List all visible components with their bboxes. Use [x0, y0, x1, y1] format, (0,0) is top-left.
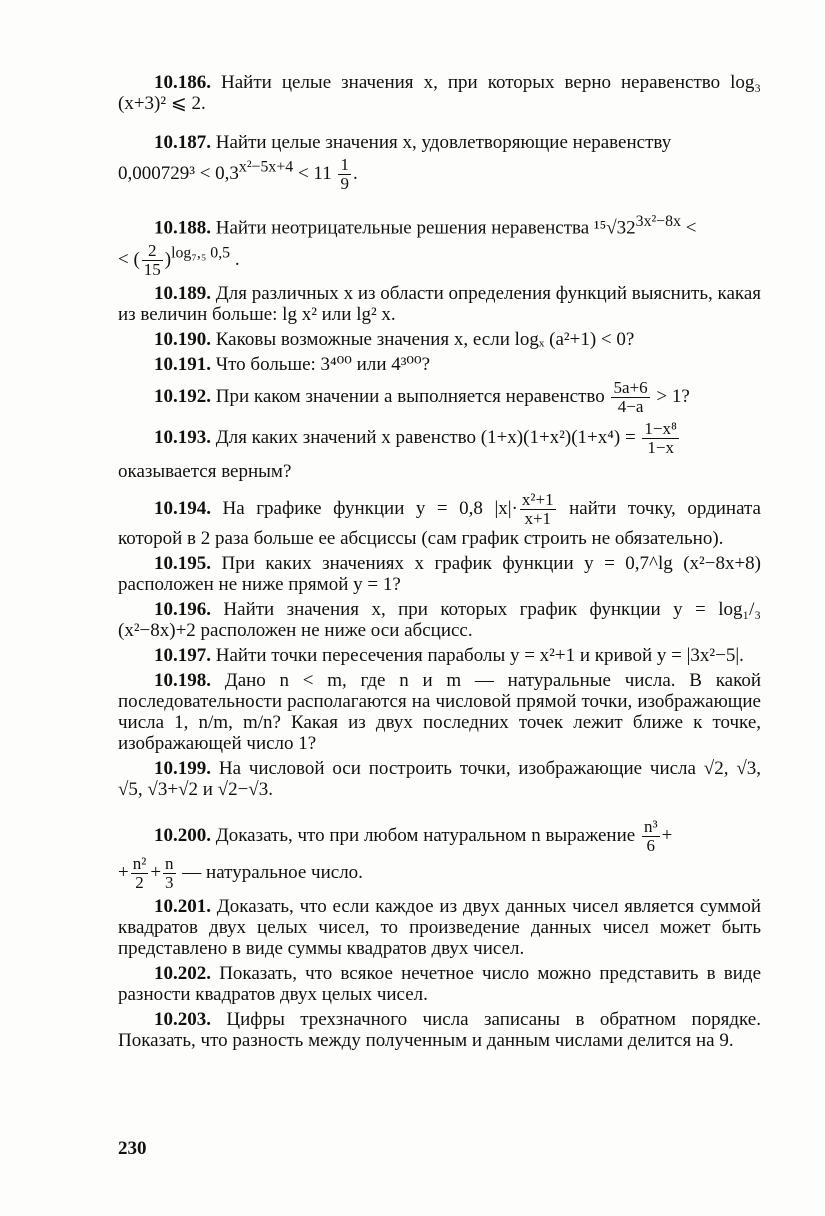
- problem-text: Найти точки пересечения параболы y = x²+1 и кривой y = |3x²−5|.: [215, 645, 744, 667]
- fraction: $\frac{\text{1−x⁸}}{1-x}$: [644, 419, 677, 458]
- problem-text: Доказать, что если каждое из двух данных чисел является суммой квадратов двух целых чисел, то произведение данных чисел может быть представлено в виде суммы квадратов двух чисел.: [118, 896, 761, 960]
- problem-number: 10.197.: [154, 645, 211, 667]
- problem-10-194: 10.194. На графике функции y = 0,8 |x|· $\frac{\text{x²+1}}{x+1}$ найти точку, ордината которой в 2 раза больше ее абсциссы (сам график строить не обязательно).: [118, 490, 761, 550]
- problem-number: 10.195.: [154, 553, 211, 575]
- formula: $0,000729^3 < 0,3^{x^2-5x+4} < 11$ $\frac{1}{9}$ .: [118, 155, 358, 194]
- problem-number: 10.187.: [154, 132, 211, 153]
- problem-10-192: 10.192. При каком значении a выполняется неравенство $\frac{5a+6}{4-a}$ > 1?: [154, 378, 690, 417]
- problem-number: 10.192.: [154, 386, 211, 408]
- problem-number: 10.194.: [154, 498, 211, 520]
- fraction: $\frac{n}{3}$: [165, 854, 174, 893]
- problem-text: При каком значении a выполняется неравенство: [215, 386, 610, 408]
- problem-10-198: [118, 670, 761, 754]
- problem-number: 10.203.: [154, 1009, 211, 1031]
- problem-number: 10.189.: [154, 283, 211, 305]
- problem-text: Цифры трехзначного числа записаны в обратном порядке. Показать, что разность между полученным и данным числами делится на 9.: [118, 1009, 761, 1052]
- problem-10-201: [118, 896, 761, 959]
- fraction: $\frac{\text{n³}}{6}$: [643, 817, 658, 856]
- problem-number: 10.190.: [154, 329, 211, 351]
- problem-text: На числовой оси построить точки, изображающие числа √2, √3, √5, √3+√2 и √2−√3.: [118, 758, 762, 801]
- problem-10-199: [118, 758, 761, 800]
- problem-10-203: [118, 1009, 761, 1051]
- problem-text: Каковы возможные значения x, если logₓ (a²+1) < 0?: [215, 329, 635, 351]
- problem-text: На графике функции y = 0,8 |x|·: [222, 498, 518, 520]
- problem-number: 10.198.: [154, 670, 211, 692]
- problem-10-202: [118, 963, 761, 1005]
- problem-10-188: 10.188. Найти неотрицательные решения неравенства $^{15}√32^{3x^2-8x}$ < < ( $\frac{2}{15}$ )$^{log_7,_5 0,5}$ .: [118, 213, 697, 280]
- problem-text: Что больше: 3⁴⁰⁰ или 4³⁰⁰?: [215, 354, 431, 376]
- problem-10-189: [118, 283, 761, 325]
- problem-10-200: 10.200. Доказать, что при любом натуральном n выражение $\frac{\text{n³}}{6}$ + + $\frac{\text{n²}}{2}$ + $\frac{n}{3}$ — натуральное число.: [118, 817, 673, 893]
- problem-number: 10.199.: [154, 758, 211, 780]
- problem-text: Найти целые значения x, при которых верно неравенство log₃ (x+3)² ⩽ 2.: [118, 72, 762, 114]
- problem-number: 10.202.: [154, 963, 211, 985]
- problem-10-195: [118, 553, 761, 595]
- problem-text: Найти целые значения x, удовлетворяющие неравенству: [215, 132, 672, 153]
- problem-text: Дано n < m, где n и m — натуральные числа. В какой последовательности располагаются на числовой прямой точки, изображающие числа 1, n/m, m/n? Какая из двух последних точек лежит ближе к точке, изображающей число 1?: [118, 670, 762, 755]
- fraction: $\frac{1}{9}$: [340, 155, 349, 194]
- problem-text: Доказать, что при любом натуральном n выражение: [215, 825, 640, 847]
- problem-number: 10.188.: [154, 217, 211, 239]
- problem-text: Показать, что всякое нечетное число можно представить в виде разности квадратов двух целых чисел.: [118, 963, 761, 1006]
- fraction: $\frac{2}{15}$: [143, 241, 161, 280]
- problem-10-193: 10.193. Для каких значений x равенство (1+x)(1+x²)(1+x⁴) = $\frac{\text{1−x⁸}}{1-x}$ оказывается верным?: [118, 419, 677, 483]
- fraction: $\frac{5a+6}{4-a}$: [613, 378, 648, 417]
- problem-number: 10.186.: [154, 72, 211, 93]
- problem-text: Для каких значений x равенство (1+x)(1+x²)(1+x⁴) =: [215, 427, 641, 449]
- problem-number: 10.196.: [154, 599, 211, 621]
- problem-text: При каких значениях x график функции y = 0,7^lg (x²−8x+8) расположен не ниже прямой y = 1?: [118, 553, 761, 596]
- problem-10-187: [118, 132, 761, 193]
- problem-text: Для различных x из области определения функций выяснить, какая из величин больше: lg x² или lg² x.: [118, 283, 762, 326]
- problem-10-197: [118, 645, 761, 666]
- formula: < ( $\frac{2}{15}$ )$^{log_7,_5 0,5}$ .: [118, 241, 240, 280]
- problem-10-190: [118, 329, 761, 350]
- page-number: 230: [118, 1138, 147, 1159]
- problem-10-191: [118, 354, 761, 375]
- problem-number: 10.191.: [154, 354, 211, 376]
- fraction: $\frac{\text{x²+1}}{x+1}$: [521, 490, 554, 529]
- problem-number: 10.201.: [154, 896, 211, 918]
- problem-number: 10.193.: [154, 427, 211, 449]
- problem-text: Найти значения x, при которых график функции y = log₁/₃ (x²−8x)+2 расположен не ниже оси абсцисс.: [118, 599, 761, 642]
- problem-10-196: [118, 599, 761, 641]
- problem-text: Найти неотрицательные решения неравенства: [215, 217, 594, 239]
- problem-number: 10.200.: [154, 825, 211, 847]
- fraction: $\frac{\text{n²}}{2}$: [132, 854, 147, 893]
- problem-10-186: [118, 72, 761, 114]
